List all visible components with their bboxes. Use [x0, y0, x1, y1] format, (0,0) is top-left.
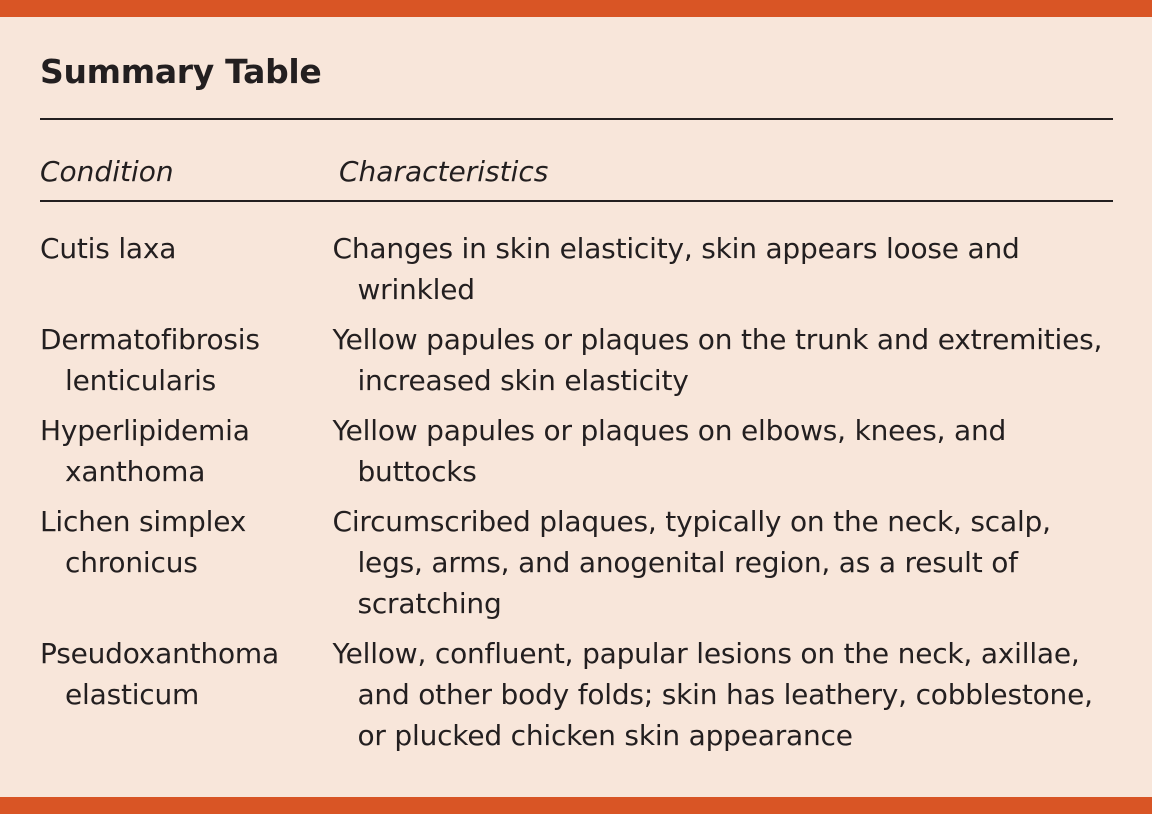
header-divider [40, 200, 1113, 202]
characteristics-cell: Yellow, confluent, papular lesions on the neck, axillae, and other body folds; skin has leathery, cobblestone, or plucked chicken skin appearance [332, 637, 1093, 752]
table-title: Summary Table [40, 52, 322, 91]
table-row [40, 319, 1113, 401]
title-divider [40, 118, 1113, 120]
characteristics-cell: Circumscribed plaques, typically on the neck, scalp, legs, arms, and anogenital region, as a result of scratching [332, 505, 1051, 620]
condition-cell: Hyperlipidemia xanthoma [40, 414, 250, 488]
column-header-condition: Condition [40, 155, 174, 188]
condition-cell: Pseudoxanthoma elasticum [40, 637, 279, 711]
table-body [40, 228, 1113, 765]
column-header-characteristics: Characteristics [339, 155, 549, 188]
table-row [40, 228, 1113, 310]
table-row [40, 501, 1113, 624]
condition-cell: Cutis laxa [40, 232, 177, 265]
characteristics-cell: Yellow papules or plaques on elbows, knees, and buttocks [332, 414, 1007, 488]
top-accent-bar [0, 0, 1152, 17]
bottom-accent-bar [0, 797, 1152, 814]
characteristics-cell: Yellow papules or plaques on the trunk and extremities, increased skin elasticity [332, 323, 1103, 397]
table-row [40, 410, 1113, 492]
condition-cell: Lichen simplex chronicus [40, 505, 247, 579]
table-row [40, 633, 1113, 756]
condition-cell: Dermatofibrosis lenticularis [40, 323, 260, 397]
characteristics-cell: Changes in skin elasticity, skin appears loose and wrinkled [332, 232, 1020, 306]
